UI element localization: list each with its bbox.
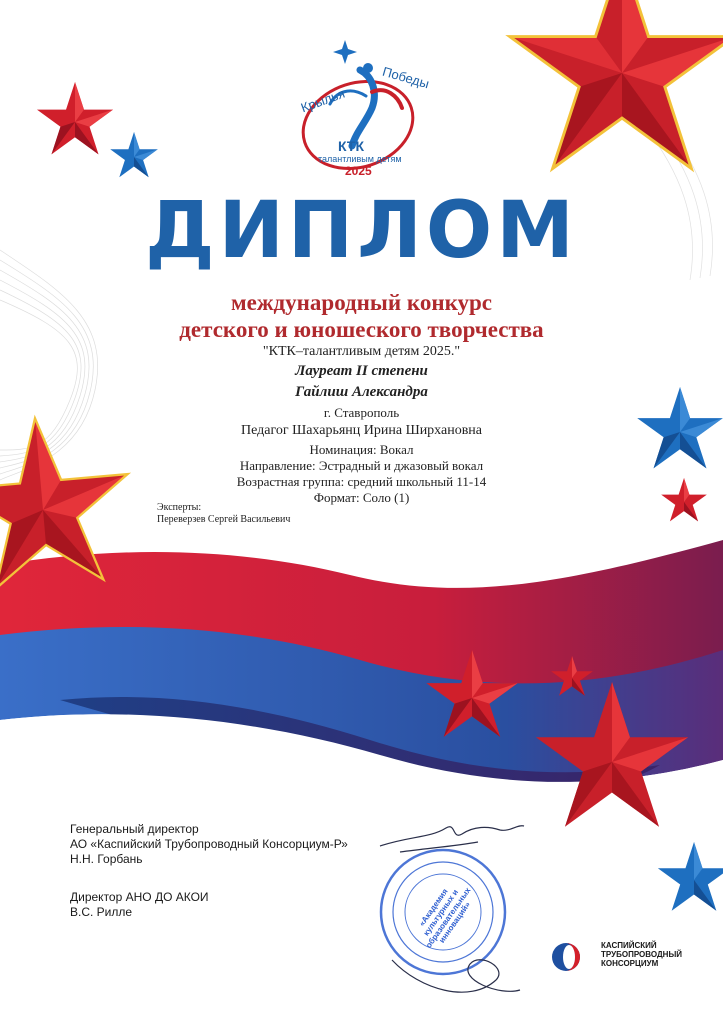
age-group: Возрастная группа: средний школьный 11-14	[236, 474, 487, 489]
nomination: Номинация: Вокал	[309, 442, 414, 457]
contest-name: "КТК–талантливым детям 2025."	[262, 344, 461, 359]
sponsor-name	[601, 941, 682, 969]
signatory-2-name: В.С. Рилле	[70, 905, 133, 919]
logo-name: КТК	[338, 138, 364, 154]
logo-arc-left: Крылья	[298, 85, 347, 116]
participant-name: Гайлиш Александра	[295, 384, 428, 400]
subtitle-line-2: детского и юношеского творчества	[179, 317, 544, 342]
diploma-title: ДИПЛОМ	[145, 186, 578, 276]
city: г. Ставрополь	[323, 405, 400, 420]
signatory-1-name: Н.Н. Горбань	[70, 852, 143, 866]
sponsor-line-2: ТРУБОПРОВОДНЫЙ	[601, 950, 683, 960]
logo-arc-right: Победы	[380, 63, 431, 92]
direction: Направление: Эстрадный и джазовый вокал	[239, 458, 484, 473]
teacher: Педагог Шахарьянц Ирина Ширхановна	[240, 423, 483, 438]
sponsor-line-3: КОНСОРЦИУМ	[601, 959, 659, 969]
experts-label: Эксперты:	[157, 502, 202, 513]
stamp-text: «Академия культурных и образовательных инноваций»	[417, 885, 473, 950]
signatory-1-title: Генеральный директор	[70, 822, 199, 836]
expert-name: Переверзев Сергей Васильевич	[157, 514, 291, 525]
logo-tagline: талантливым детям	[318, 154, 402, 164]
signatory-2-title: Директор АНО ДО АКОИ	[70, 890, 209, 904]
format: Формат: Соло (1)	[313, 490, 410, 505]
subtitle-line-1: международный конкурс	[230, 290, 493, 315]
sponsor-line-1: КАСПИЙСКИЙ	[601, 941, 657, 950]
logo-year: 2025	[345, 164, 372, 178]
signatory-1-org: АО «Каспийский Трубопроводный Консорциум-Р»	[70, 837, 348, 851]
award-level: Лауреат II степени	[295, 363, 428, 379]
